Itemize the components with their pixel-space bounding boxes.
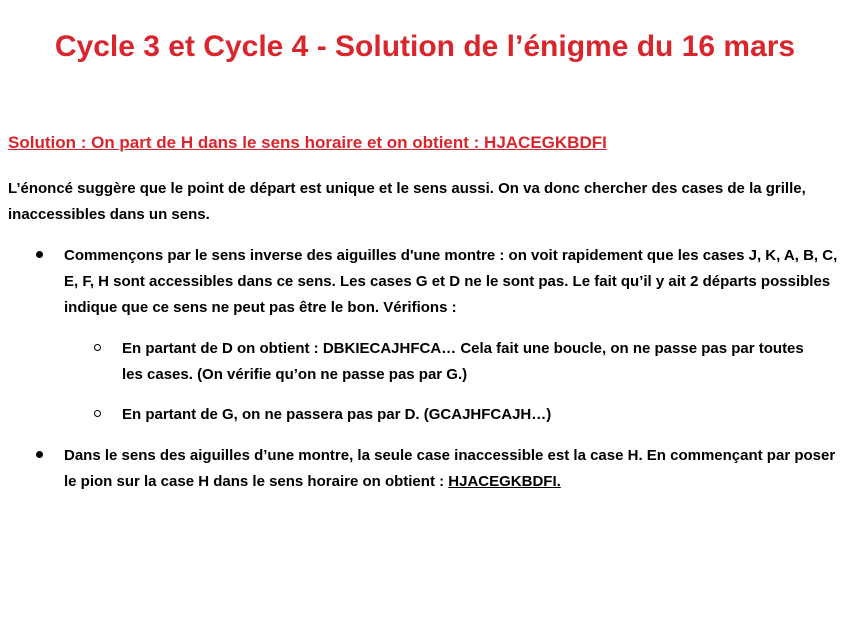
answer-text: HJACEGKBDFI. (448, 473, 561, 490)
bullet-text (64, 443, 840, 495)
bullet-text: Commençons par le sens inverse des aiguilles d'une montre : on voit rapidement que les cases J, K, A, B, C, E, F, H sont accessibles dans ce sens. Les cases G et D ne le sont pas. Le fait qu’il y ait 2 départs possibles indique que ce sens ne peut pas être le bon. Vérifions : (64, 247, 838, 316)
circle-bullet-icon (94, 410, 101, 417)
subitem-text: En partant de D on obtient : DBKIECAJHFCA… Cela fait une boucle, on ne passe pas par toutes les cases. (On vérifie qu’on ne passe pas par G.) (122, 340, 804, 383)
circle-bullet-icon (94, 344, 101, 351)
subitem-text: En partant de G, on ne passera pas par D. (GCAJHFCAJH…) (122, 406, 552, 423)
bullet-dot-icon (36, 451, 43, 458)
solution-heading: Solution : On part de H dans le sens horaire et on obtient : HJACEGKBDFI (8, 133, 607, 152)
page-title: Cycle 3 et Cycle 4 - Solution de l’énigme du 16 mars (54, 30, 796, 63)
bullet-dot-icon (36, 251, 43, 258)
intro-paragraph: L’énoncé suggère que le point de départ est unique et le sens aussi. On va donc chercher des cases de la grille, inaccessibles dans un sens. (8, 180, 806, 223)
bullet-text-main: Dans le sens des aiguilles d’une montre, la seule case inaccessible est la case H. En commençant par poser le pion sur la case H dans le sens horaire on obtient : (64, 447, 836, 490)
